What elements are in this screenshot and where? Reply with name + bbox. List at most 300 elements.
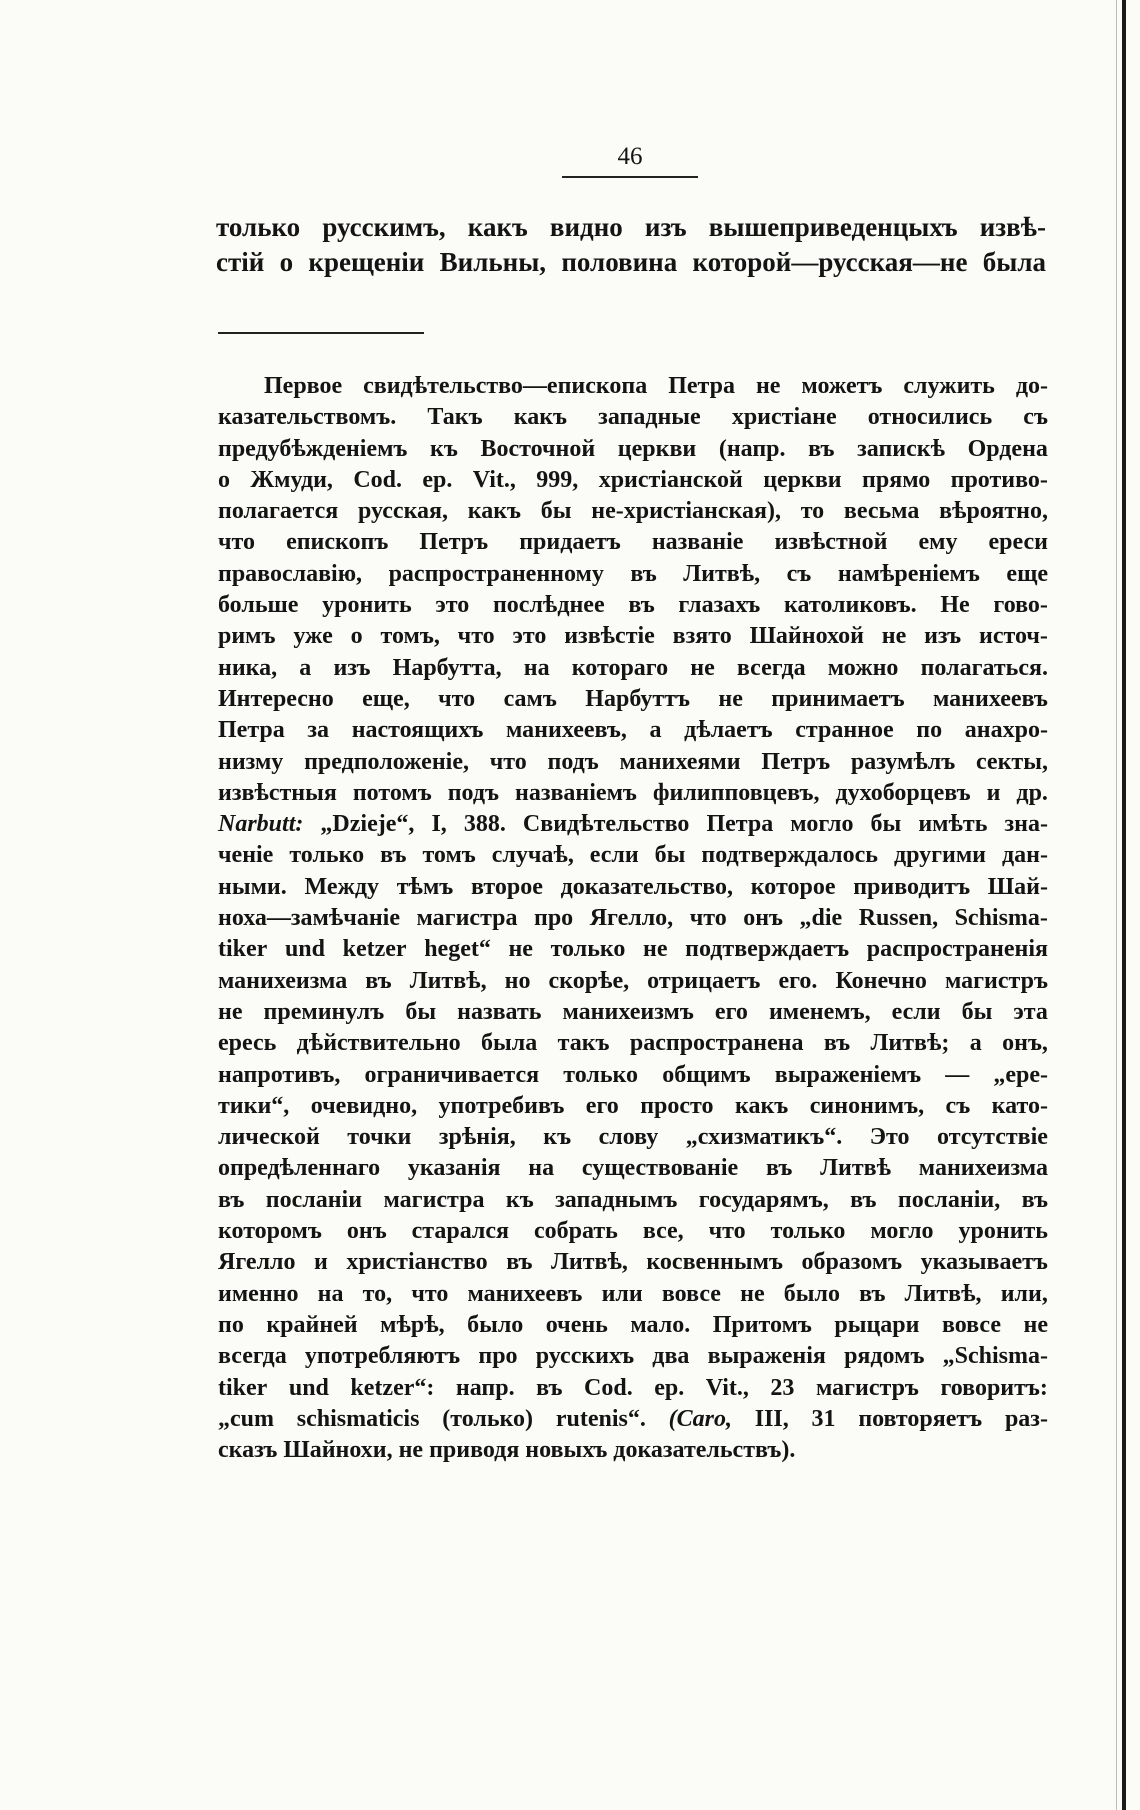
word: христіане (731, 404, 837, 431)
word: стій (216, 247, 265, 277)
word: съ (945, 1092, 971, 1119)
word: I, (431, 811, 447, 838)
footnote-rule (218, 332, 424, 334)
word: христіанство (346, 1249, 488, 1276)
word: запискѣ (857, 435, 945, 462)
word: распространенія (866, 936, 1048, 963)
word: что (438, 685, 476, 712)
word: какъ (513, 404, 568, 431)
footnote-line (218, 1404, 1048, 1435)
main-text (216, 210, 1046, 280)
footnote-line-text (218, 1060, 1048, 1091)
footnote (218, 371, 1048, 1466)
word: III, (754, 1405, 789, 1432)
word: ketzer (342, 936, 407, 963)
footnote-line-text (218, 1122, 1048, 1153)
word: вовсе (941, 1311, 1002, 1338)
word: весьма (843, 498, 920, 525)
word: — (945, 1061, 970, 1088)
word: (напр. (718, 435, 786, 462)
footnote-line-text (218, 778, 1048, 809)
word: рядомъ (844, 1343, 925, 1370)
word: выраженіемъ (774, 1061, 922, 1088)
word: онъ (743, 905, 784, 932)
word: западнымъ (555, 1186, 678, 1213)
word: мало. (630, 1311, 691, 1338)
footnote-line (218, 1153, 1048, 1184)
word: два (652, 1343, 690, 1370)
word: Петръ (761, 748, 831, 775)
footnote-line (218, 1028, 1048, 1059)
footnote-line (218, 402, 1048, 433)
footnote-line (218, 747, 1048, 778)
word: епископъ (286, 529, 389, 556)
footnote-line (218, 621, 1048, 652)
word: христіанской (598, 466, 743, 493)
footnote-line-text (218, 684, 1048, 715)
word: ноха—замѣчаніе (218, 905, 400, 932)
word: Петра (706, 811, 774, 838)
word: глазахъ (678, 592, 761, 619)
word: второе (471, 873, 543, 900)
word: Литвѣ, (409, 967, 487, 994)
word: употребляютъ (304, 1343, 461, 1370)
word: изъ (333, 654, 371, 681)
word: магистръ (944, 967, 1048, 994)
word: извѣ- (979, 212, 1046, 242)
footnote-line-text (218, 903, 1048, 934)
word: православію, (218, 560, 363, 587)
word: дѣлаетъ (684, 717, 773, 744)
footnote-line-text (218, 1028, 1048, 1059)
word: названіе (651, 529, 744, 556)
word: не (881, 623, 907, 650)
word: потомъ (352, 779, 432, 806)
word: мѣрѣ, (380, 1311, 445, 1338)
footnote-line (218, 590, 1048, 621)
word: что (218, 529, 256, 556)
footnote-line (218, 1247, 1048, 1278)
word: не (1023, 1311, 1048, 1338)
word: крайней (266, 1311, 358, 1338)
footnote-line (218, 1373, 1048, 1404)
word: вовсе (661, 1280, 721, 1307)
word: (только) (442, 1405, 534, 1432)
word: косвеннымъ (646, 1249, 783, 1276)
word: не (690, 654, 715, 681)
word: Ягелло (218, 1249, 296, 1276)
word: ника, (218, 654, 278, 681)
word: его (714, 998, 748, 1025)
word: извѣстныя (218, 779, 337, 806)
footnote-line (218, 934, 1048, 965)
word: самъ (503, 685, 557, 712)
word: духоборцевъ (835, 779, 971, 806)
word: Нарбуттъ (585, 685, 690, 712)
footnote-line (218, 1341, 1048, 1372)
word: ep. (654, 1374, 685, 1401)
word: которомъ (218, 1218, 322, 1245)
footnote-line (218, 434, 1048, 465)
word: существованіе (581, 1155, 739, 1182)
footnote-line-text (218, 934, 1048, 965)
word: манихеизма (918, 1155, 1048, 1182)
word: только (550, 936, 626, 963)
word: „Dzieje“, (320, 811, 415, 838)
word: ketzer“: (350, 1374, 435, 1401)
footnote-line (218, 496, 1048, 527)
word: Russen, (858, 905, 939, 932)
footnote-line-text (218, 715, 1048, 746)
word: съ (1023, 404, 1048, 431)
word: что (689, 905, 727, 932)
main-line-text (216, 245, 1046, 280)
footnote-line-text (218, 1373, 1048, 1404)
word: гово- (993, 592, 1048, 619)
word: была (982, 247, 1046, 277)
word: heget“ (424, 936, 491, 963)
word: 388. (463, 811, 506, 838)
word: только (563, 1061, 639, 1088)
footnote-line-text (218, 590, 1048, 621)
word: бы (540, 498, 572, 525)
word: отсутствіе (937, 1124, 1048, 1151)
word: еще, (362, 685, 410, 712)
word: опредѣленнаго (218, 1155, 381, 1182)
word: изъ (924, 623, 962, 650)
word: о (350, 623, 363, 650)
word: про (534, 905, 574, 932)
word: 999, (536, 466, 579, 493)
word: ограничивается (364, 1061, 540, 1088)
word: слову (598, 1124, 659, 1151)
footnote-line-text: сказъ Шайнохи, не приводя новыхъ доказательствъ). (218, 1437, 796, 1464)
word: которое (750, 873, 836, 900)
word: настоящихъ (351, 717, 484, 744)
word: больше (218, 592, 299, 619)
word: только (216, 212, 301, 242)
word: про (478, 1343, 518, 1370)
word: уронить (322, 592, 412, 619)
word: предположеніе, (304, 748, 469, 775)
word: лической (218, 1124, 320, 1151)
word: старался (411, 1218, 510, 1245)
word: назвать (457, 998, 542, 1025)
footnote-line (218, 1060, 1048, 1091)
word: странное (795, 717, 894, 744)
word: (Caro, (668, 1405, 732, 1432)
word: что (457, 623, 495, 650)
footnote-line-text (218, 997, 1048, 1028)
word: взято (672, 623, 732, 650)
word: Литвѣ, (551, 1249, 628, 1276)
word: къ (543, 1124, 572, 1151)
word: а (969, 1030, 982, 1057)
word: западные (598, 404, 701, 431)
word: вѣроятно, (939, 498, 1048, 525)
word: все, (642, 1218, 684, 1245)
word: секты, (975, 748, 1048, 775)
word: повторяетъ (858, 1405, 983, 1432)
word: до- (1015, 373, 1048, 399)
word: его (585, 1092, 619, 1119)
word: крещеніи (308, 247, 425, 277)
word: къ (505, 1186, 534, 1213)
footnote-line-text (218, 872, 1048, 903)
word: извѣстіе (564, 623, 655, 650)
footnote-line-text (218, 1404, 1048, 1435)
word: бы (870, 811, 902, 838)
word: магистръ (815, 1374, 919, 1401)
word: а (299, 654, 312, 681)
word: рыцари (834, 1311, 920, 1338)
word: предубѣжденіемъ (218, 435, 408, 462)
word: только (770, 1218, 846, 1245)
footnote-line-text (218, 402, 1048, 433)
word: въ (218, 1186, 245, 1213)
word: др. (1016, 779, 1048, 806)
word: не-христіанская), (591, 498, 781, 525)
word: ереси (988, 529, 1048, 556)
footnote-line (218, 778, 1048, 809)
footnote-line-text (218, 465, 1048, 496)
word: посланіи (265, 1186, 363, 1213)
word: указываетъ (920, 1249, 1048, 1276)
word: Вильны, (439, 247, 547, 277)
footnote-line (218, 1279, 1048, 1310)
word: какъ (467, 498, 522, 525)
word: Шайнохой (749, 623, 864, 650)
word: половина (561, 247, 678, 277)
word: дѣйствительно (296, 1030, 461, 1057)
word: дан- (1001, 842, 1048, 869)
word: и (986, 779, 1001, 806)
footnote-line-text (218, 1310, 1048, 1341)
word: общимъ (662, 1061, 751, 1088)
word: о (279, 247, 294, 277)
footnote-line (218, 997, 1048, 1028)
word: такъ (557, 1030, 610, 1057)
word: скорѣе, (548, 967, 630, 994)
word: только (289, 842, 365, 869)
word: то, (362, 1280, 393, 1307)
word: манихеизмъ (562, 998, 694, 1025)
word: Восточной (480, 435, 596, 462)
word: служить (903, 373, 995, 399)
main-line-1 (216, 210, 1046, 245)
word: не (218, 998, 243, 1025)
main-line-text (216, 210, 1046, 245)
footnote-line (218, 371, 1048, 402)
word: просто (640, 1092, 714, 1119)
word: бы (961, 998, 993, 1025)
word: въ (850, 1186, 877, 1213)
word: по (218, 1311, 244, 1338)
footnote-line-text (218, 621, 1048, 652)
main-line-2 (216, 245, 1046, 280)
word: точки (347, 1124, 412, 1151)
word: и (314, 1249, 328, 1276)
word: указанія (407, 1155, 501, 1182)
word: государямъ, (698, 1186, 829, 1213)
word: или, (1000, 1280, 1048, 1307)
word: Притомъ (712, 1311, 812, 1338)
word: очень (545, 1311, 608, 1338)
word: тѣмъ (396, 873, 454, 900)
footnote-line-text (218, 1185, 1048, 1216)
word: это (512, 623, 547, 650)
word: послѣднее (492, 592, 605, 619)
footnote-line (218, 715, 1048, 746)
footnote-line (218, 872, 1048, 903)
word: Интересно (218, 685, 334, 712)
footnote-line-text (218, 653, 1048, 684)
word: имѣть (918, 811, 988, 838)
word: то (800, 498, 825, 525)
word: а (649, 717, 662, 744)
word: прямо (862, 466, 931, 493)
footnote-line (218, 840, 1048, 871)
word: Cod. (353, 466, 403, 493)
word: 23 (770, 1374, 795, 1401)
word: или (601, 1280, 643, 1307)
word: было (783, 1280, 840, 1307)
footnote-line-text (218, 559, 1048, 590)
word: церкви (763, 466, 842, 493)
word: манихеевъ (933, 685, 1048, 712)
footnote-line-text (218, 1279, 1048, 1310)
word: въ (630, 560, 657, 587)
footnote-line (218, 559, 1048, 590)
word: ему (918, 529, 958, 556)
footnote-line-text (218, 1216, 1048, 1247)
word: бы (654, 842, 686, 869)
word: выраженія (707, 1343, 826, 1370)
word: не (508, 936, 533, 963)
word: Ягелло, (589, 905, 674, 932)
word: видно (549, 212, 623, 242)
word: ересь (218, 1030, 277, 1057)
word: ными. (218, 873, 287, 900)
word: въ (365, 967, 392, 994)
footnote-line-text (264, 371, 1048, 402)
word: манихеями (619, 748, 741, 775)
word: что (708, 1218, 746, 1245)
footnote-line (218, 1310, 1048, 1341)
word: принимаетъ (771, 685, 905, 712)
word: und (284, 936, 325, 963)
word: schismaticis (296, 1405, 420, 1432)
word: Vit., (472, 466, 516, 493)
word: Конечно (835, 967, 927, 994)
word: Это (869, 1124, 910, 1151)
word: Первое (264, 373, 343, 399)
word: Литвѣ, (904, 1280, 982, 1307)
word: томъ, (380, 623, 440, 650)
word: доказательство, (560, 873, 734, 900)
word: манихеевъ, (505, 717, 627, 744)
footnote-line (218, 903, 1048, 934)
word: котораго (571, 654, 669, 681)
word: была (481, 1030, 538, 1057)
footnote-line-text (218, 840, 1048, 871)
word: подтверждаетъ (685, 936, 850, 963)
word: Vit., (705, 1374, 749, 1401)
footnote-line (218, 1091, 1048, 1122)
word: манихеизма (218, 967, 348, 994)
footnote-line-text (218, 496, 1048, 527)
footnote-line (218, 1185, 1048, 1216)
word: собрать (534, 1218, 618, 1245)
word: въ (808, 435, 835, 462)
word: что (411, 1280, 449, 1307)
word: что (489, 748, 527, 775)
word: на (317, 1280, 344, 1307)
word: подтверждалось (701, 842, 878, 869)
word: могло (870, 1218, 934, 1245)
word: und (288, 1374, 329, 1401)
word: 31 (811, 1405, 836, 1432)
page-number: 46 (617, 143, 643, 170)
word: томъ (422, 842, 476, 869)
word: анахро- (964, 717, 1048, 744)
footnote-line (218, 809, 1048, 840)
word: могло (790, 811, 854, 838)
footnote-line (218, 653, 1048, 684)
word: всегда (736, 654, 806, 681)
word: раз- (1004, 1405, 1048, 1432)
word: было (467, 1311, 524, 1338)
word: русскимъ, (322, 212, 446, 242)
word: церкви (617, 435, 697, 462)
word: Нарбутта, (392, 654, 502, 681)
word: въ (536, 1374, 563, 1401)
footnote-line-text (218, 434, 1048, 465)
word: Жмуди, (250, 466, 333, 493)
word: tiker (218, 936, 268, 963)
word: зна- (1004, 811, 1048, 838)
word: если (589, 842, 639, 869)
word: Петра (668, 373, 735, 399)
word: преминулъ (263, 998, 385, 1025)
word: очевидно, (310, 1092, 418, 1119)
footnote-line (218, 465, 1048, 496)
footnote-line (218, 684, 1048, 715)
header-rule (562, 176, 698, 178)
word: rutenis“. (555, 1405, 646, 1432)
word: по (916, 717, 943, 744)
word: Между (304, 873, 380, 900)
word: зрѣнія, (438, 1124, 516, 1151)
word: но (504, 967, 531, 994)
word: придаетъ (519, 529, 621, 556)
word: источ- (978, 623, 1048, 650)
footnote-line-text (218, 527, 1048, 558)
word: это (435, 592, 470, 619)
word: подъ (447, 779, 499, 806)
footnote-line-text (218, 1091, 1048, 1122)
footnote-line-text (218, 747, 1048, 778)
word: уже (293, 623, 333, 650)
word: въ (823, 1030, 851, 1057)
word: Свидѣтельство (522, 811, 690, 838)
word: разумѣлъ (850, 748, 956, 775)
word: полагается (218, 498, 339, 525)
word: съ (786, 560, 812, 587)
word: всегда (218, 1343, 287, 1370)
word: уронить (958, 1218, 1048, 1245)
word: Narbutt: (218, 811, 304, 838)
